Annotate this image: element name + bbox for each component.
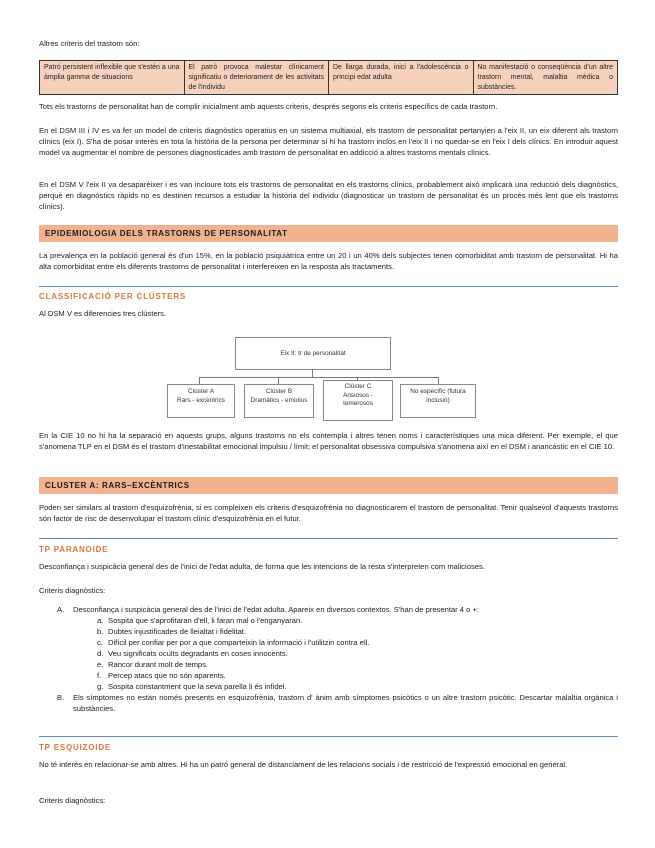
list-item-text: Veu significats ocults degradants en coses innocents. [108,649,288,658]
paragraph: En la CIE 10 no hi ha la separació en aquests grups, alguns trastorns no els contempla i altres tenen noms i característiques una mica diferent. Per exemple, el que s'anomena TLP en el DSM és el trastorn d'inestabilitat emocional impulsiu / límit; el personalitat obsessiva compulsiva s'anomena així en el DSM i anancàstic en el CIE 10. [39,431,618,451]
diagram-root: Eix II: tr de personalitat [235,337,391,370]
list-item [39,604,618,615]
divider [39,736,618,737]
list-marker: c. [97,638,103,647]
list-marker: g. [97,682,104,691]
table-cell: No manifestació o conseqüència d'un altre trastorn mental, malaltia mèdica o substàncies. [473,61,618,95]
paragraph: La prevalença en la població general és d'un 15%, en la població psiquiàtrica entre un 20 i un 40% dels subjectes tenen comorbiditat amb trastorn de personalitat. Hi ha alta comorbiditat entre els diferents trastorns de personalitat i interfereixen en la resposta als tractaments. [39,251,618,271]
table-cell: Patró persistent inflexible que s'estén a una àmplia gamma de situacions [40,61,185,95]
intro-text: Altres criteris del trastorn són: [39,39,140,48]
sub-list-item [39,615,618,626]
node-desc: inclusió) [426,396,450,404]
table-cell: El patró provoca malestar clínicament significatiu o deteriorament de les activitats de l'individu [184,61,329,95]
sub-list-item [39,670,618,681]
node-title: No específic (futura [410,388,466,395]
paragraph: Desconfiança i suspicàcia general des de l'inici de l'edat adulta, de forma que les intencions de la resta s'interpreten com malicioses. [39,562,485,571]
paragraph: En el DSM V l'eix II va desaparèixer i es van incloure tots els trastorns de personalitat en els trastorns clínics, probablement això implicarà una reducció dels diagnòstics, perquè en diagnòstics ràpids no es destinen recursos a estudiar la història del individu (diagnosticar un trastorn de personalitat és un procés més lent que els trastorns clínics). [39,180,618,211]
list-marker: e. [97,660,104,669]
connector [199,377,200,384]
paragraph: Tots els trastorns de personalitat han de complir inicialment amb aquests criteris, després segons els criteris específics de cada trastorn. [39,102,498,111]
table-row [40,61,618,95]
list-item-text: Dubtes injustificades de lleialtat i fidelitat. [108,627,247,636]
subsection-title: TP ESQUIZOIDE [39,743,112,752]
table-cell: De llarga durada, inici a l'adolescència o principi edat adulta [329,61,474,95]
sub-list-item [39,681,618,692]
diagram-node-cluster-c [323,380,393,421]
list-item-text: Sospita constantment que la seva parella li és infidel. [108,682,287,691]
paragraph: No té interès en relacionar-se amb altres. Hi ha un patró general de distanciament de les relacions socials i de restricció de l'expressió emocional en general. [39,760,568,769]
divider [39,538,618,539]
connector [278,377,279,384]
paragraph: En el DSM III i IV es va fer un model de criteris diagnòstics operatius en un sistema multiaxial, els trastorn de personalitat pertanyien a l'eix II, un eix diferent als trastorn clínics (eix I). S'ha de posar interès en tota la història de la persona per determinar si hi ha trastorn inclòs en l'eix II i no quedar-se en l'eix I dels clínics. En introduir aquest model va augmentar el nombre de persones diagnosticades amb trastorn de personalitat en addicció a altres trastorns mentals clínics. [39,126,618,157]
paragraph: Al DSM V es diferencies tres clústers. [39,309,167,318]
list-item-text: Els símptomes no estan només presents en esquizofrènia, trastorn d' ànim amb símptomes psicòtics o un altre trastorn psicòtic. Descartar malaltia orgànica i substàncies. [73,693,618,713]
connector [312,369,313,377]
diagram-node-unspecified [400,384,476,418]
criteria-label: Criteris diagnòstics: [39,796,106,805]
list-marker: A. [57,605,65,614]
list-marker: f. [97,671,102,680]
node-title: Clúster B [265,388,293,395]
subsection-title: TP PARANOIDE [39,545,109,554]
criteria-table [39,60,618,95]
node-title: Clúster C [344,383,372,390]
criteria-label: Criteris diagnòstics: [39,586,106,595]
section-title: CLUSTER A: RARS–EXCÈNTRICS [45,481,190,490]
node-desc: Ansiosos - temerosos [343,391,373,407]
node-desc: Rars - excèntrics [177,396,225,404]
divider [39,286,618,287]
subsection-title: CLASSIFICACIÓ PER CLÚSTERS [39,292,187,301]
sub-list-item [39,626,618,637]
list-marker: a. [97,616,104,625]
list-marker: d. [97,649,104,658]
list-marker: b. [97,627,104,636]
list-marker: B. [57,693,65,702]
list-item-text: Difícil per confiar per por a que comparteixin la informació i l'utilitzin contra ell. [108,638,370,647]
section-header-epidemiology [39,225,618,242]
list-item-text: Percep atacs que no són aparents. [108,671,226,680]
criteria-list-paranoid [39,604,618,714]
node-desc: Dramàtics - emotius [250,396,308,404]
sub-list-item [39,659,618,670]
list-item-text: Rancor durant molt de temps. [108,660,209,669]
list-item [39,692,618,714]
sub-list-item [39,637,618,648]
sub-list [39,615,618,692]
list-item-text: Sospita que s'aprofitaran d'ell, li faran mal o l'enganyaran. [108,616,303,625]
diagram-node-cluster-b [244,384,314,418]
node-title: Clúster A [188,388,214,395]
list-item-text: Desconfiança i suspicàcia general des de l'inici de l'edat adulta. Apareix en diversos contextos. S'han de presentar 4 o +: [73,605,480,614]
diagram-node-cluster-a [167,384,235,418]
section-header-cluster-a [39,477,618,494]
sub-list-item [39,648,618,659]
connector [199,377,438,378]
connector [438,377,439,384]
paragraph: Poden ser similars al trastorn d'esquizofrènia, si es compleixen els criteris d'esquizofrènia no diagnosticarem el trastorn de personalitat. Tenir qualsevol d'aquests trastorns són factor de risc de desenvolupar el trastorn clínic d'esquizofrènia en el futur. [39,503,618,523]
section-title: EPIDEMIOLOGIA DELS TRASTORNS DE PERSONALITAT [45,229,288,238]
